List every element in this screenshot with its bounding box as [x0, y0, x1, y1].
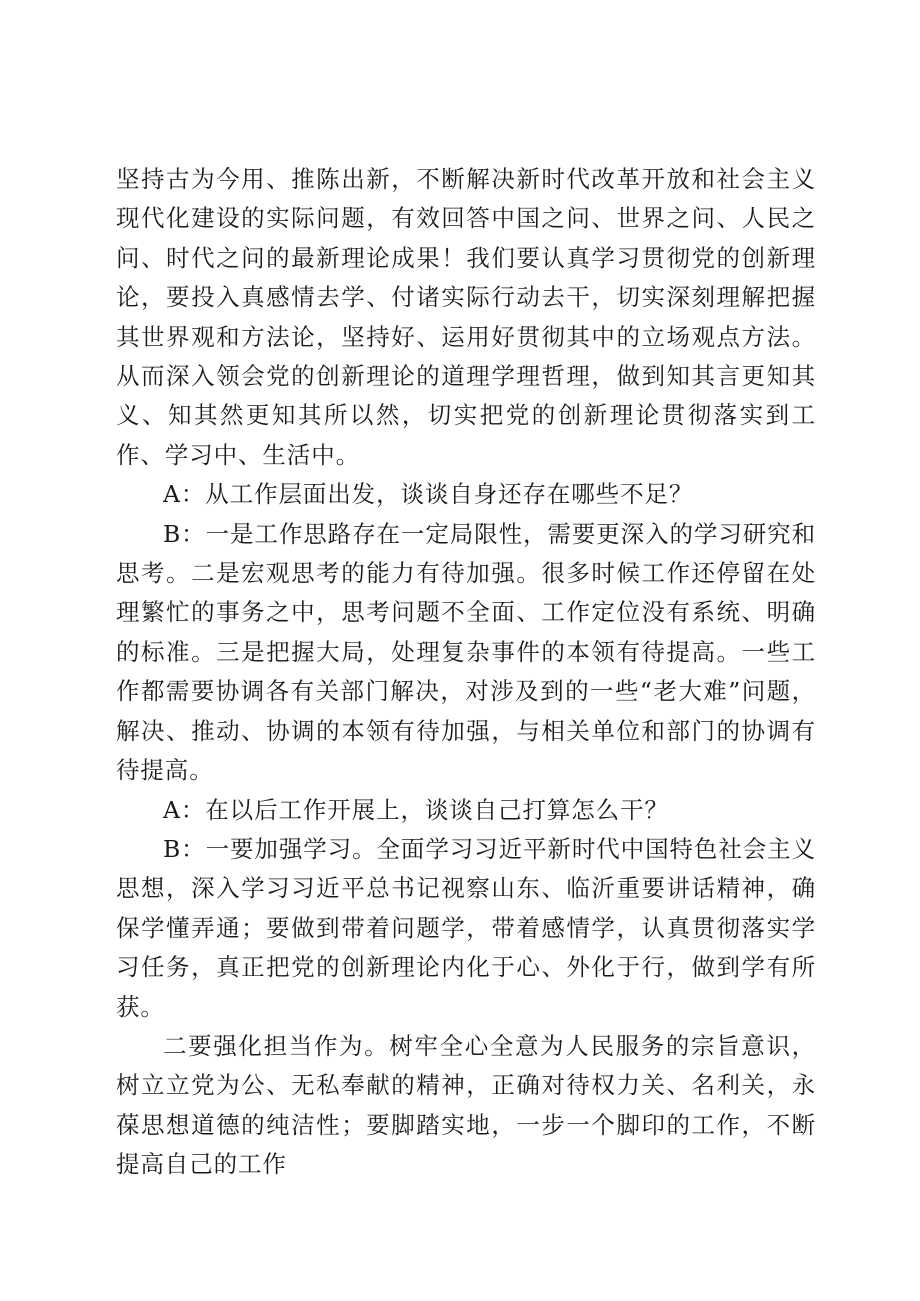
- document-body: [116, 160, 816, 1185]
- question-future-plans: A：在以后工作开展上，谈谈自己打算怎么干？: [163, 795, 669, 824]
- paragraph-continuation: 坚持古为今用、推陈出新，不断解决新时代改革开放和社会主义现代化建设的实际问题，有效回答中国之问、世界之问、人民之问、时代之问的最新理论成果！我们要认真学习贯彻党的创新理论，要投入真感情去学、付诸实际行动去干，切实深刻理解把握其世界观和方法论，坚持好、运用好贯彻其中的立场观点方法。从而深入领会党的创新理论的道理学理哲理，做到知其言更知其义、知其然更知其所以然，切实把党的创新理论贯彻落实到工作、学习中、生活中。: [116, 165, 816, 469]
- answer-strengthen-study: B：一要加强学习。全面学习习近平新时代中国特色社会主义思想，深入学习习近平总书记视察山东、临沂重要讲话精神，确保学懂弄通；要做到带着问题学，带着感情学，认真贯彻落实学习任务，真正把党的创新理论内化于心、外化于行，做到学有所获。: [116, 834, 816, 1021]
- answer-weaknesses: B：一是工作思路存在一定局限性，需要更深入的学习研究和思考。二是宏观思考的能力有待加强。很多时候工作还停留在处理繁忙的事务之中，思考问题不全面、工作定位没有系统、明确的标准。三是把握大局，处理复杂事件的本领有待提高。一些工作都需要协调各有关部门解决，对涉及到的一些“老大难”问题，解决、推动、协调的本领有待加强，与相关单位和部门的协调有待提高。: [116, 519, 816, 785]
- answer-strengthen-responsibility: 二要强化担当作为。树牢全心全意为人民服务的宗旨意识，树立立党为公、无私奉献的精神，正确对待权力关、名利关，永葆思想道德的纯洁性；要脚踏实地，一步一个脚印的工作，不断提高自己的工作: [116, 1031, 816, 1179]
- question-weaknesses: A：从工作层面出发，谈谈自身还存在哪些不足？: [163, 480, 694, 509]
